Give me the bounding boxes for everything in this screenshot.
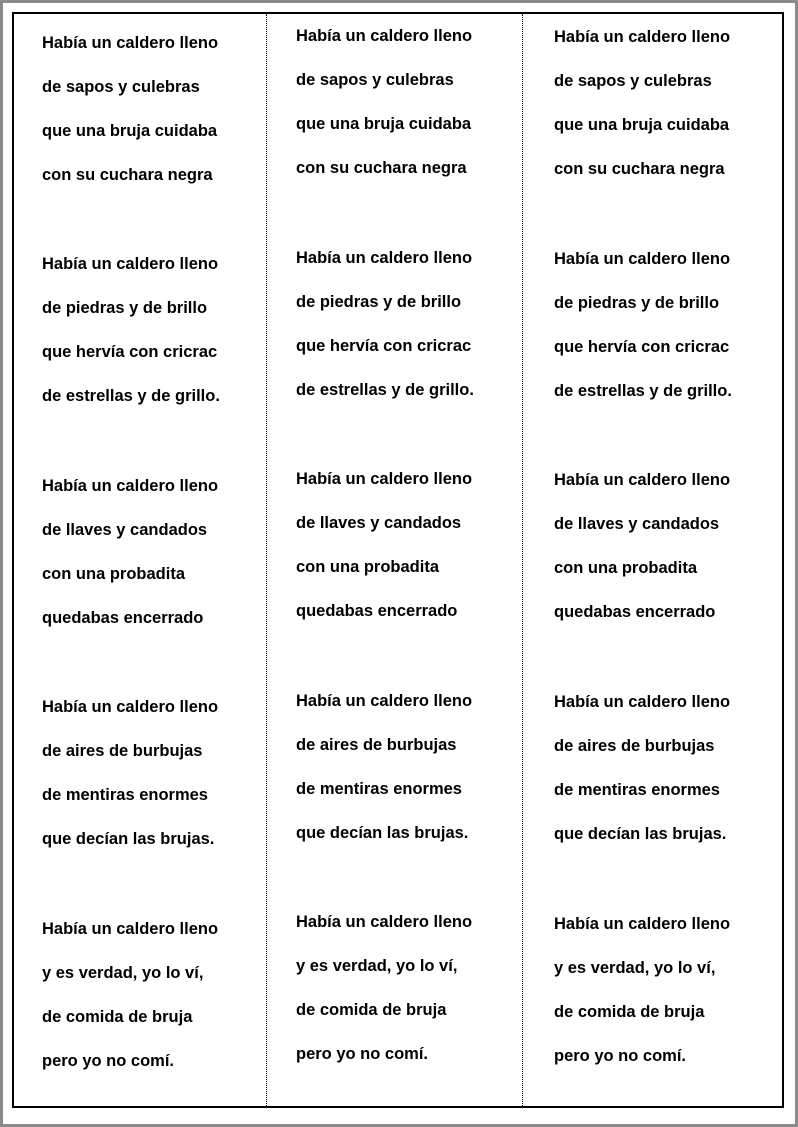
poem-line: de llaves y candados	[42, 521, 208, 539]
poem-line: de sapos y culebras	[296, 71, 454, 89]
poem-line: que decían las brujas.	[554, 825, 727, 843]
poem-line: Había un caldero lleno	[554, 915, 731, 933]
poem-line: Había un caldero lleno	[296, 692, 473, 710]
poem-line: Había un caldero lleno	[42, 698, 219, 716]
poem-line: y es verdad, yo lo ví,	[296, 957, 458, 975]
poem-line: de piedras y de brillo	[554, 294, 720, 312]
poem-line: de mentiras enormes	[296, 780, 462, 798]
poem-line: quedabas encerrado	[42, 609, 204, 627]
poem-line: que decían las brujas.	[42, 830, 215, 848]
poem-line: Había un caldero lleno	[42, 34, 219, 52]
poem-line: Había un caldero lleno	[296, 27, 473, 45]
poem-line: Había un caldero lleno	[42, 255, 219, 273]
poem-line: quedabas encerrado	[554, 603, 716, 621]
cut-line-right	[522, 14, 523, 1106]
poem-line: de aires de burbujas	[42, 742, 203, 760]
poem-line: que decían las brujas.	[296, 824, 469, 842]
poem-line: Había un caldero lleno	[296, 249, 473, 267]
poem-line: con su cuchara negra	[554, 160, 725, 178]
poem-line: de piedras y de brillo	[42, 299, 208, 317]
poem-line: pero yo no comí.	[554, 1047, 687, 1065]
poem-line: que hervía con cricrac	[296, 337, 472, 355]
poem-line: con una probadita	[296, 558, 440, 576]
poem-line: con una probadita	[42, 565, 186, 583]
poem-line: Había un caldero lleno	[554, 693, 731, 711]
poem-line: de estrellas y de grillo.	[554, 382, 732, 400]
poem-line: Había un caldero lleno	[296, 470, 473, 488]
poem-line: pero yo no comí.	[296, 1045, 429, 1063]
poem-line: de comida de bruja	[42, 1008, 193, 1026]
poem-line: de mentiras enormes	[554, 781, 720, 799]
poem-line: Había un caldero lleno	[554, 28, 731, 46]
poem-line: de mentiras enormes	[42, 786, 208, 804]
poem-line: que hervía con cricrac	[554, 338, 730, 356]
poem-line: de piedras y de brillo	[296, 293, 462, 311]
poem-line: que una bruja cuidaba	[42, 122, 218, 140]
poem-line: de sapos y culebras	[554, 72, 712, 90]
poem-line: de aires de burbujas	[296, 736, 457, 754]
poem-line: de estrellas y de grillo.	[296, 381, 474, 399]
poem-line: con su cuchara negra	[296, 159, 467, 177]
poem-line: y es verdad, yo lo ví,	[554, 959, 716, 977]
poem-line: de estrellas y de grillo.	[42, 387, 220, 405]
poem-line: de llaves y candados	[554, 515, 720, 533]
poem-line: con su cuchara negra	[42, 166, 213, 184]
poem-line: que hervía con cricrac	[42, 343, 218, 361]
poem-line: Había un caldero lleno	[296, 913, 473, 931]
poem-line: Había un caldero lleno	[42, 477, 219, 495]
poem-line: que una bruja cuidaba	[554, 116, 730, 134]
poem-line: de comida de bruja	[296, 1001, 447, 1019]
poem-line: de sapos y culebras	[42, 78, 200, 96]
poem-line: Había un caldero lleno	[554, 471, 731, 489]
poem-line: Había un caldero lleno	[554, 250, 731, 268]
poem-line: de aires de burbujas	[554, 737, 715, 755]
poem-line: Había un caldero lleno	[42, 920, 219, 938]
poem-line: quedabas encerrado	[296, 602, 458, 620]
poem-line: que una bruja cuidaba	[296, 115, 472, 133]
poem-line: de llaves y candados	[296, 514, 462, 532]
cut-line-left	[266, 14, 267, 1106]
poem-line: y es verdad, yo lo ví,	[42, 964, 204, 982]
poem-line: de comida de bruja	[554, 1003, 705, 1021]
poem-line: con una probadita	[554, 559, 698, 577]
poem-line: pero yo no comí.	[42, 1052, 175, 1070]
